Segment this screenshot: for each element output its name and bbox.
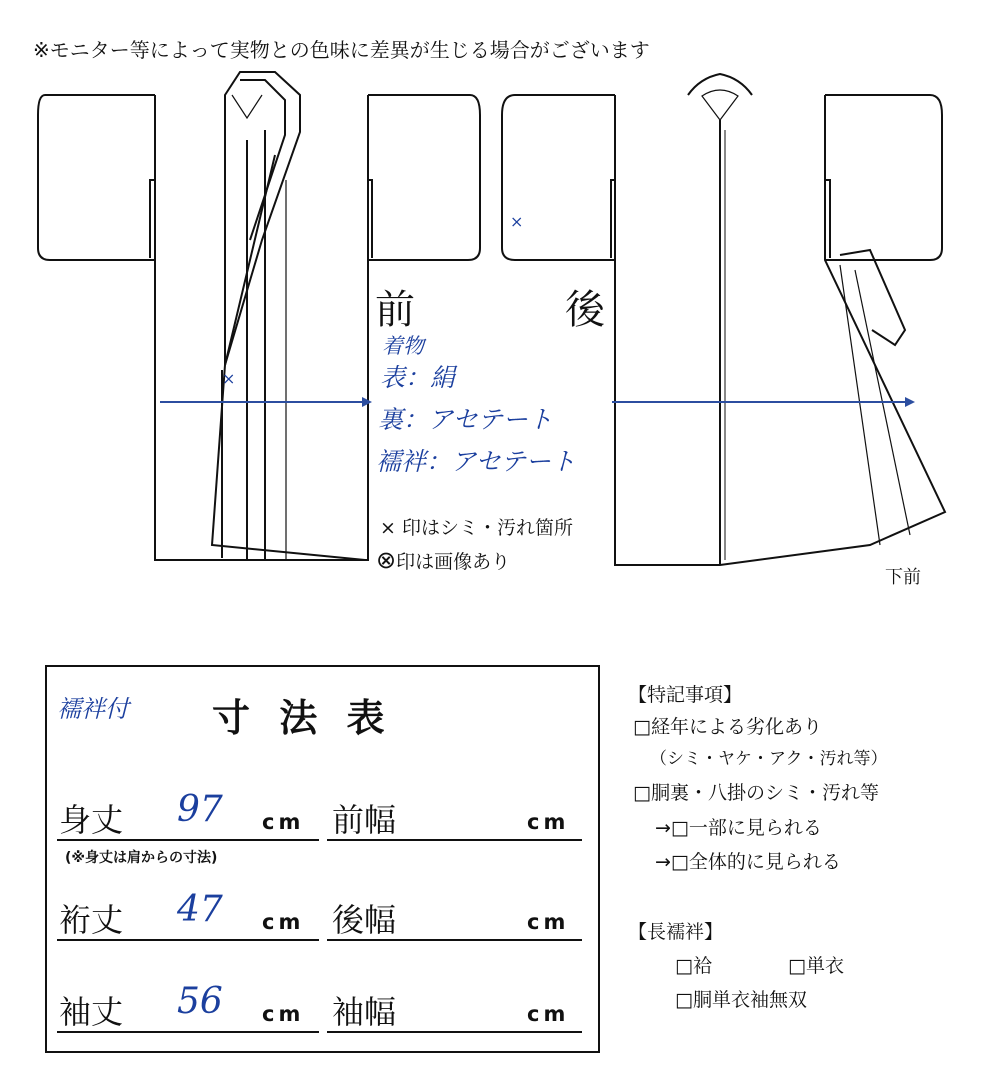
unit-body-length: cm — [262, 810, 305, 834]
lower-front-label: 下前 — [885, 567, 921, 588]
disclaimer-note: ※モニター等によって実物との色味に差異が生じる場合がございます — [33, 38, 650, 62]
value-sleeve-length: 56 — [177, 981, 223, 1022]
label-front-width: 前幅 — [332, 801, 397, 839]
note-kimono: 着物 — [382, 334, 424, 358]
juban-option-awase: □袷 — [675, 955, 712, 977]
juban-option-dohitoe: □胴単衣袖無双 — [675, 989, 807, 1011]
back-right-sleeve — [825, 95, 942, 260]
body-length-footnote: (※身丈は肩からの寸法) — [65, 850, 218, 866]
value-yuki: 47 — [177, 889, 223, 930]
special-item-overall: →□全体的に見られる — [655, 851, 841, 873]
note-outer: 表：絹 — [380, 363, 456, 392]
juban-included-tag: 襦袢付 — [57, 695, 129, 723]
special-item-aging-detail: （シミ・ヤケ・アク・汚れ等） — [650, 749, 888, 769]
back-label: 後 — [565, 287, 605, 333]
note-lining: 裏：アセテート — [378, 405, 553, 434]
unit-back-width: cm — [527, 910, 570, 934]
special-item-lining-stains: □胴裏・八掛のシミ・汚れ等 — [633, 782, 879, 804]
front-right-sleeve — [368, 95, 480, 260]
legend-stain: × 印はシミ・汚れ箇所 — [380, 517, 573, 539]
back-body — [615, 95, 945, 565]
value-body-length: 97 — [177, 789, 223, 830]
unit-sleeve-width: cm — [527, 1002, 570, 1026]
legend-photo: ⊗印は画像あり — [376, 546, 511, 574]
label-sleeve-length: 袖丈 — [59, 993, 124, 1031]
juban-heading: 【長襦袢】 — [628, 921, 724, 943]
front-overlap — [212, 155, 365, 560]
unit-sleeve-length: cm — [262, 1002, 305, 1026]
stain-mark-back: × — [510, 212, 524, 231]
table-title: 寸 法 表 — [212, 696, 393, 740]
front-body — [155, 95, 368, 560]
label-back-width: 後幅 — [332, 901, 397, 939]
front-label: 前 — [375, 287, 415, 333]
label-yuki: 裄丈 — [59, 901, 124, 939]
label-sleeve-width: 袖幅 — [332, 993, 397, 1031]
special-item-aging: □経年による劣化あり — [633, 716, 822, 738]
unit-yuki: cm — [262, 910, 305, 934]
label-body-length: 身丈 — [59, 801, 124, 839]
stain-mark-front: × — [222, 369, 236, 388]
back-neck — [688, 74, 752, 95]
measurement-table — [45, 665, 600, 1053]
unit-front-width: cm — [527, 810, 570, 834]
note-juban: 襦袢：アセテート — [376, 447, 576, 476]
back-left-sleeve — [502, 95, 615, 260]
special-item-partial: →□一部に見られる — [655, 817, 822, 839]
special-notes-heading: 【特記事項】 — [628, 684, 743, 706]
front-left-sleeve — [38, 95, 155, 260]
circled-x-icon: ⊗ — [376, 546, 397, 574]
juban-option-hitoe: □単衣 — [788, 955, 844, 977]
